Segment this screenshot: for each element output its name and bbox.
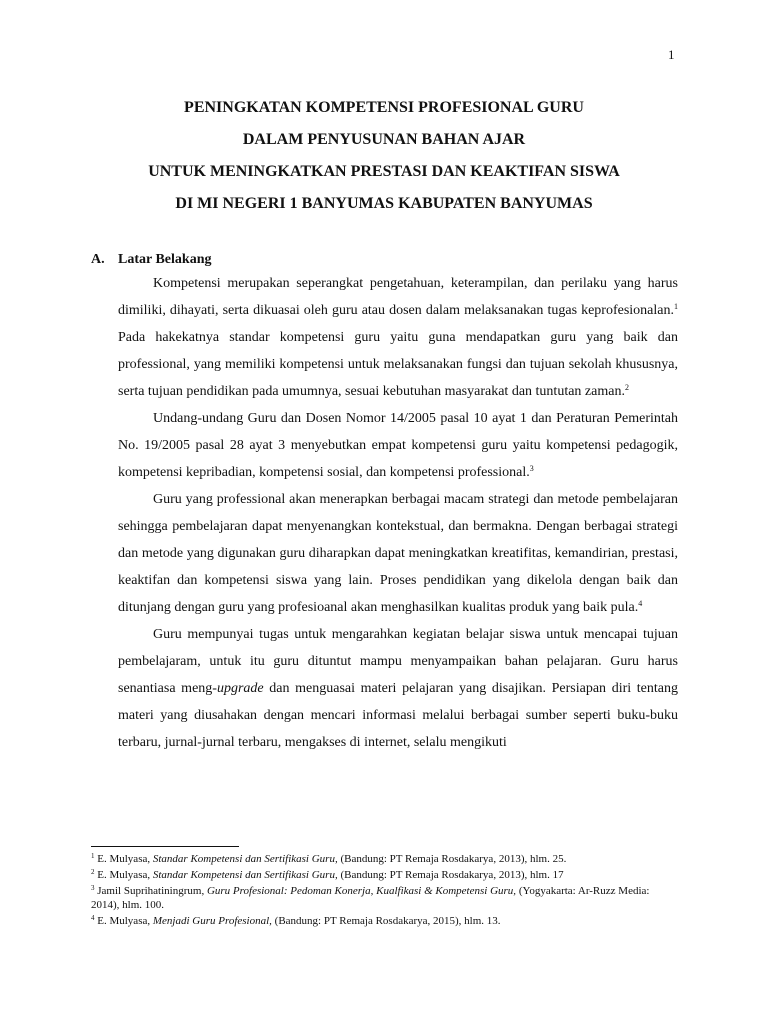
paragraph-2-text: Undang-undang Guru dan Dosen Nomor 14/2005 pasal 10 ayat 1 dan Peraturan Pemerintah No. 19/2005 pasal 28 ayat 3 menyebutkan empat kompetensi guru yaitu kompetensi pedagogik, kompetensi kepribadian, kompetensi sosial, dan kompetensi professional.: [118, 411, 678, 480]
title-line-3: UNTUK MENINGKATKAN PRESTASI DAN KEAKTIFAN SISWA: [148, 163, 620, 180]
paragraph-2: [118, 405, 678, 486]
paragraph-1: [118, 270, 678, 405]
footnote-number: 1: [91, 852, 95, 860]
page-number: 1: [668, 47, 675, 62]
footnote-2: [91, 868, 678, 882]
section-title: Latar Belakang: [118, 252, 212, 267]
footnote-title: Menjadi Guru Profesional,: [152, 915, 272, 927]
section-heading: [91, 251, 211, 269]
body-text: [118, 270, 678, 756]
footnote-ref-4[interactable]: 4: [638, 599, 643, 608]
footnote-author: E. Mulyasa,: [94, 915, 153, 927]
footnote-author: E. Mulyasa,: [94, 869, 153, 881]
section-letter: A.: [91, 252, 105, 267]
footnote-ref-1[interactable]: 1: [674, 302, 678, 311]
footnote-publication: (Bandung: PT Remaja Rosdakarya, 2015), hlm. 13.: [271, 915, 501, 927]
footnote-title: Standar Kompetensi dan Sertifikasi Guru,: [152, 869, 338, 881]
footnote-author: E. Mulyasa,: [94, 853, 153, 865]
document-title: [0, 92, 768, 220]
paragraph-1-text-b: Pada hakekatnya standar kompetensi guru yaitu guna mendapatkan guru yang baik dan professional, yang memiliki kompetensi untuk melaksanakan fungsi dan tujuan sekolah khususnya, serta tujuan pendidikan pada umumnya, sesuai kebutuhan masyarakat dan tuntutan zaman.: [118, 330, 678, 399]
footnote-number: 2: [91, 868, 95, 876]
paragraph-4-text-b: dan menguasai materi pelajaran yang disajikan. Persiapan diri tentang materi yang diusahakan dengan mencari informasi melalui berbagai sumber seperti buku-buku terbaru, jurnal-jurnal terbaru, mengakses di internet, selalu mengikuti: [118, 681, 678, 750]
paragraph-4: [118, 621, 678, 756]
footnote-separator: [91, 846, 239, 847]
footnotes: [91, 852, 678, 930]
footnote-4: [91, 914, 678, 928]
footnote-publication: (Bandung: PT Remaja Rosdakarya, 2013), hlm. 17: [337, 869, 564, 881]
footnote-title: Guru Profesional: Pedoman Konerja, Kualfikasi & Kompetensi Guru,: [206, 885, 517, 897]
footnote-publication: (Bandung: PT Remaja Rosdakarya, 2013), hlm. 25.: [337, 853, 567, 865]
footnote-ref-3[interactable]: 3: [529, 464, 534, 473]
footnote-1: [91, 852, 678, 866]
footnote-3: [91, 884, 678, 912]
footnote-author: Jamil Suprihatiningrum,: [94, 885, 207, 897]
footnote-number: 3: [91, 884, 95, 892]
title-line-2: DALAM PENYUSUNAN BAHAN AJAR: [242, 131, 526, 148]
footnote-publication: (Yogyakarta: Ar-Ruzz Media: 2014), hlm. 100.: [91, 885, 650, 911]
paragraph-3-text: Guru yang professional akan menerapkan berbagai macam strategi dan metode pembelajaran sehingga pembelajaran dapat menyenangkan kontekstual, dan bermakna. Dengan berbagai strategi dan metode yang digunakan guru diharapkan dapat meningkatkan kreatifitas, kemandirian, prestasi, keaktifan dan kompetensi siswa yang lain. Proses pendidikan yang dikelola dengan baik dan ditunjang dengan guru yang profesioanal akan menghasilkan kualitas produk yang baik pula.: [118, 492, 678, 615]
paragraph-1-text-a: Kompetensi merupakan seperangkat pengetahuan, keterampilan, dan perilaku yang harus dimiliki, dihayati, serta dikuasai oleh guru atau dosen dalam melaksanakan tugas keprofesionalan.: [118, 276, 678, 318]
paragraph-4-text-a: Guru mempunyai tugas untuk mengarahkan kegiatan belajar siswa untuk mencapai tujuan pembelajaram, untuk itu guru dituntut mampu menyampaikan bahan pelajaran. Guru harus senantiasa meng-: [118, 627, 678, 696]
paragraph-4-italic: upgrade: [216, 681, 264, 696]
footnote-ref-2[interactable]: 2: [624, 383, 629, 392]
footnote-number: 4: [91, 914, 95, 922]
title-line-4: DI MI NEGERI 1 BANYUMAS KABUPATEN BANYUMAS: [175, 195, 593, 212]
paragraph-3: [118, 486, 678, 621]
title-line-1: PENINGKATAN KOMPETENSI PROFESIONAL GURU: [184, 99, 584, 116]
footnote-title: Standar Kompetensi dan Sertifikasi Guru,: [152, 853, 338, 865]
